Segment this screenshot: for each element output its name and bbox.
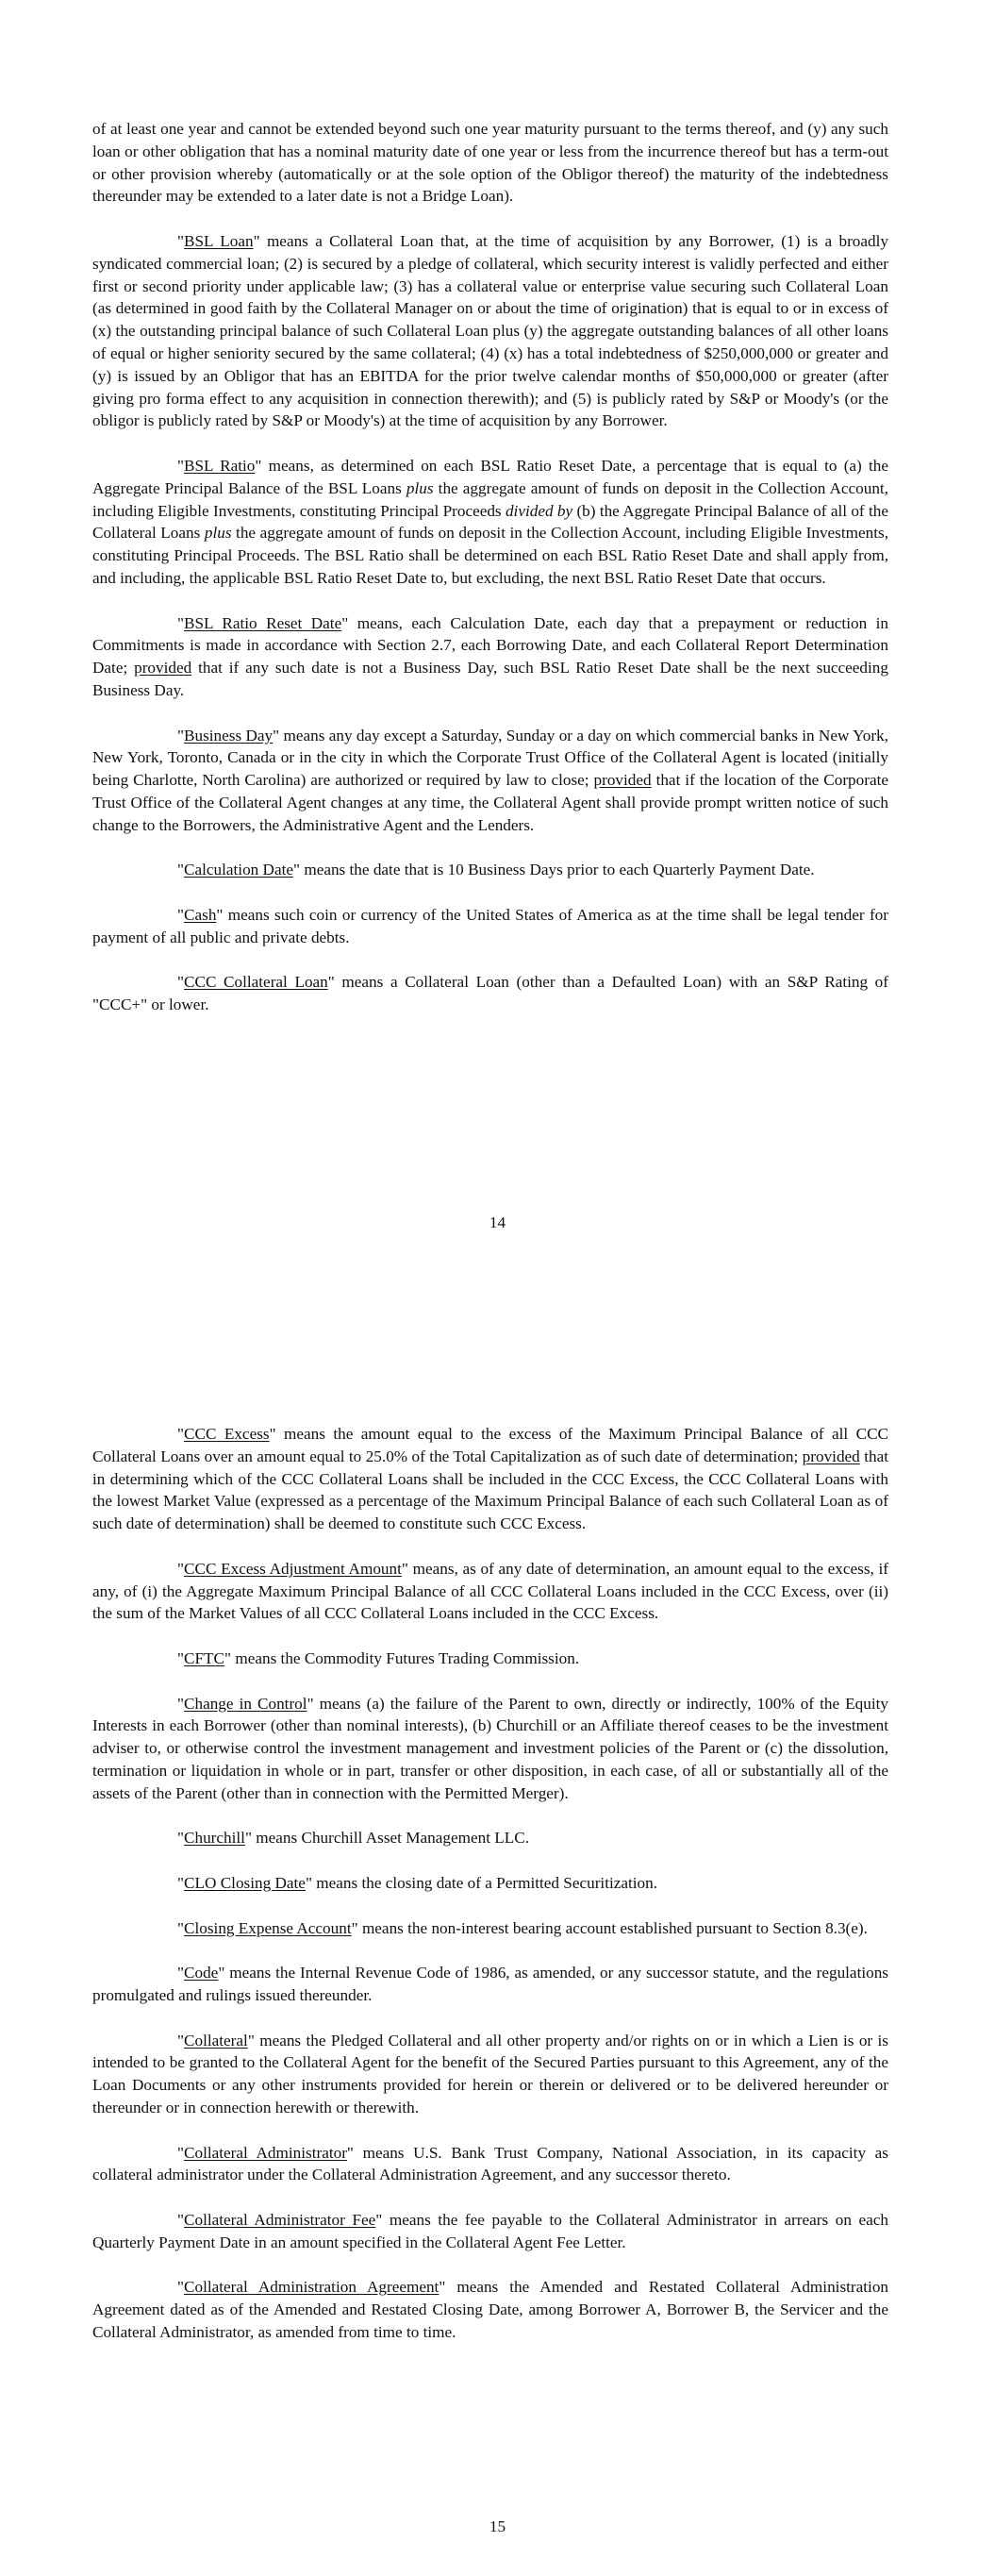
- defined-term: CLO Closing Date: [184, 1873, 306, 1892]
- definition-text: " means the Internal Revenue Code of 1986, as amended, or any successor statute, and the regulations promulgated and rulings issued thereunder.: [92, 1964, 888, 2004]
- definition-churchill: "Churchill" means Churchill Asset Management LLC.: [177, 1829, 530, 1848]
- italic-plus: plus: [406, 478, 434, 497]
- defined-term: BSL Ratio: [184, 456, 256, 475]
- defined-term: BSL Loan: [184, 231, 254, 250]
- defined-term: CFTC: [184, 1648, 225, 1667]
- definition-text: " means, as determined on each BSL Ratio Reset Date, a percentage that is equal to (a) the Aggregate Principal Balance of the BSL Loans: [92, 456, 889, 497]
- definition-business-day: "Business Day" means any day except a Saturday, Sunday or a day on which commercial banks in New York, New York, Toronto, Canada or in the city in which the Corporate Trust Office of the Collateral Agent is located (initially being Charlotte, North Carolina) are authorized or required by law to close; provided that if the location of the Corporate Trust Office of the Collateral Agent changes at any time, the Collateral Agent shall provide prompt written notice of such change to the Borrowers, the Administrative Agent and the Lenders.: [92, 726, 888, 834]
- definition-code: "Code" means the Internal Revenue Code of 1986, as amended, or any successor statute, and the regulations promulgated and rulings issued thereunder.: [92, 1964, 888, 2004]
- definition-bsl-ratio: "BSL Ratio" means, as determined on each BSL Ratio Reset Date, a percentage that is equal to (a) the Aggregate Principal Balance of the BSL Loans plus the aggregate amount of funds on deposit in the Collection Account, including Eligible Investments, constituting Principal Proceeds divided by (b) the Aggregate Principal Balance of all of the Collateral Loans plus the aggregate amount of funds on deposit in the Collection Account, including Eligible Investments, constituting Principal Proceeds. The BSL Ratio shall be determined on each BSL Ratio Reset Date and shall apply from, and including, the applicable BSL Ratio Reset Date to, but excluding, the next BSL Ratio Reset Date that occurs.: [92, 456, 889, 587]
- definition-text: " means the fee payable to the Collateral Administrator in arrears on each Quarterly Payment Date in an amount specified in the Collateral Agent Fee Letter.: [92, 2210, 888, 2251]
- definition-text: " means, each Calculation Date, each day that a prepayment or reduction in Commitments is made in accordance with Section 2.7, each Borrowing Date, and each Collateral Report Determination Date;: [92, 613, 889, 677]
- definition-ccc-collateral-loan: "CCC Collateral Loan" means a Collateral Loan (other than a Defaulted Loan) with an S&P Rating of "CCC+" or lower.: [92, 973, 888, 1014]
- definition-text: " means a Collateral Loan that, at the time of acquisition by any Borrower, (1) is a broadly syndicated commercial loan; (2) is secured by a pledge of collateral, which security interest is validly perfected and either first or second priority under applicable law; (3) has a collateral value or enterprise value securing such Collateral Loan (as determined in good faith by the Collateral Manager on or about the time of origination) that is equal to or in excess of (x) the outstanding principal balance of such Collateral Loan plus (y) the aggregate outstanding balances of all other loans of equal or higher seniority secured by the same collateral; (4) (x) has a total indebtedness of $250,000,000 or greater and (y) is issued by an Obligor that has an EBITDA for the prior twelve calendar months of $50,000,000 or greater (after giving pro forma effect to any acquisition in connection therewith); and (5) is publicly rated by S&P or Moody's (or the obligor is publicly rated by S&P or Moody's) at the time of acquisition by any Borrower.: [92, 231, 888, 430]
- definition-text: the aggregate amount of funds on deposit in the Collection Account, including Eligible Investments, constituting Principal Proceeds. The BSL Ratio shall be determined on each BSL Ratio Reset Date and shall apply from, and including, the applicable BSL Ratio Reset Date to, but excluding, the next BSL Ratio Reset Date that occurs.: [92, 524, 888, 587]
- defined-term: Calculation Date: [184, 861, 294, 879]
- definition-closing-expense-account: "Closing Expense Account" means the non-interest bearing account established pursuant to Section 8.3(e).: [177, 1918, 868, 1937]
- defined-term: Collateral Administrator: [184, 2143, 347, 2162]
- defined-term: CCC Collateral Loan: [184, 973, 328, 992]
- definition-text: " means the amount equal to the excess of the Maximum Principal Balance of all CCC Collateral Loans over an amount equal to 25.0% of the Total Capitalization as of such date of determination;: [92, 1425, 888, 1465]
- defined-term: Code: [184, 1964, 219, 1982]
- defined-term: Change in Control: [184, 1694, 307, 1713]
- definition-text: " means, as of any date of determination, an amount equal to the excess, if any, of (i) the Aggregate Maximum Principal Balance of all CCC Collateral Loans included in the CCC Excess, over (ii) the sum of the Market Values of all CCC Collateral Loans included in the CCC Excess.: [92, 1559, 889, 1623]
- definition-change-in-control: "Change in Control" means (a) the failure of the Parent to own, directly or indirectly, 100% of the Equity Interests in each Borrower (other than nominal interests), (b) Churchill or an Affiliate thereof ceases to be the investment adviser to, or otherwise control the investment management and investment policies of the Parent or (c) the dissolution, termination or liquidation in whole or in part, transfer or other disposition, in each case, of all or substantially all of the assets of the Parent (other than in connection with the Permitted Merger).: [92, 1694, 888, 1802]
- definition-text: " means the closing date of a Permitted Securitization.: [305, 1873, 658, 1892]
- definition-text: " means (a) the failure of the Parent to own, directly or indirectly, 100% of the Equity Interests in each Borrower (other than nominal interests), (b) Churchill or an Affiliate thereof ceases to be the investment adviser to, or otherwise control the investment management and investment policies of the Parent or (c) the dissolution, termination or liquidation in whole or in part, transfer or other disposition, in each case, of all or substantially all of the assets of the Parent (other than in connection with the Permitted Merger).: [92, 1694, 888, 1802]
- page-15-body: [92, 1423, 888, 2366]
- page-number: 15: [489, 2517, 506, 2535]
- definition-text: " means the non-interest bearing account established pursuant to Section 8.3(e).: [351, 1918, 868, 1937]
- definition-ccc-excess: "CCC Excess" means the amount equal to the excess of the Maximum Principal Balance of all CCC Collateral Loans over an amount equal to 25.0% of the Total Capitalization as of such date of determination; provided that in determining which of the CCC Collateral Loans shall be included in the CCC Excess, the CCC Collateral Loans with the lowest Market Value (expressed as a percentage of the Maximum Principal Balance of each such Collateral Loan as of such date of determination) shall be deemed to constitute such CCC Excess.: [92, 1425, 888, 1533]
- defined-term: BSL Ratio Reset Date: [184, 613, 342, 632]
- definition-text: " means the Commodity Futures Trading Commission.: [224, 1648, 580, 1667]
- definition-text: " means the Pledged Collateral and all other property and/or rights on or in which a Lien is or is intended to be granted to the Collateral Agent for the benefit of the Secured Parties pursuant to this Agreement, any of the Loan Documents or any other instruments provided for herein or therein or delivered or to be delivered hereunder or thereunder or in connection herewith or therewith.: [92, 2031, 888, 2116]
- italic-plus: plus: [204, 524, 232, 543]
- defined-term: Business Day: [184, 726, 274, 744]
- definition-text: " means any day except a Saturday, Sunday or a day on which commercial banks in New York, New York, Toronto, Canada or in the city in which the Corporate Trust Office of the Collateral Agent is located (initially being Charlotte, North Carolina) are authorized or required by law to close;: [92, 726, 888, 790]
- definition-text: the aggregate amount of funds on deposit in the Collection Account, including Eligible Investments, constituting Principal Proceeds: [92, 478, 888, 520]
- definition-clo-closing-date: "CLO Closing Date" means the closing date of a Permitted Securitization.: [177, 1873, 658, 1892]
- definition-text: " means U.S. Bank Trust Company, National Association, in its capacity as collateral administrator under the Collateral Administration Agreement, and any successor thereto.: [92, 2143, 888, 2184]
- provided-underlined: provided: [134, 659, 192, 677]
- definition-collateral-administrator-fee: "Collateral Administrator Fee" means the fee payable to the Collateral Administrator in arrears on each Quarterly Payment Date in an amount specified in the Collateral Agent Fee Letter.: [92, 2210, 888, 2251]
- defined-term: Collateral Administration Agreement: [184, 2278, 439, 2297]
- paragraph-text: of at least one year and cannot be extended beyond such one year maturity pursuant to the terms thereof, and (y) any such loan or other obligation that has a nominal maturity date of one year or less from the incurrence thereof but has a term-out or other provision whereby (automatically or at the sole option of the Obligor thereof) the maturity of the indebtedness thereunder may be extended to a later date is not a Bridge Loan).: [92, 120, 888, 206]
- page-number: 14: [489, 1213, 506, 1231]
- defined-term: Collateral Administrator Fee: [184, 2210, 376, 2229]
- definition-bsl-loan: "BSL Loan" means a Collateral Loan that, at the time of acquisition by any Borrower, (1) is a broadly syndicated commercial loan; (2) is secured by a pledge of collateral, which security interest is validly perfected and either first or second priority under applicable law; (3) has a collateral value or enterprise value securing such Collateral Loan (as determined in good faith by the Collateral Manager on or about the time of origination) that is equal to or in excess of (x) the outstanding principal balance of such Collateral Loan plus (y) the aggregate outstanding balances of all other loans of equal or higher seniority secured by the same collateral; (4) (x) has a total indebtedness of $250,000,000 or greater and (y) is issued by an Obligor that has an EBITDA for the prior twelve calendar months of $50,000,000 or greater (after giving pro forma effect to any acquisition in connection therewith); and (5) is publicly rated by S&P or Moody's (or the obligor is publicly rated by S&P or Moody's) at the time of acquisition by any Borrower.: [92, 231, 888, 430]
- definition-collateral-administration-agreement: "Collateral Administration Agreement" means the Amended and Restated Collateral Administration Agreement dated as of the Amended and Restated Closing Date, among Borrower A, Borrower B, the Servicer and the Collateral Administrator, as amended from time to time.: [92, 2278, 889, 2341]
- definition-text: that in determining which of the CCC Collateral Loans shall be included in the CCC Excess, the CCC Collateral Loans with the lowest Market Value (expressed as a percentage of the Maximum Principal Balance of each such Collateral Loan as of such date of determination) shall be deemed to constitute such CCC Excess.: [92, 1447, 888, 1533]
- bridge-loan-continuation: [92, 118, 888, 208]
- defined-term: CCC Excess Adjustment Amount: [184, 1559, 402, 1578]
- definition-text: that if the location of the Corporate Trust Office of the Collateral Agent changes at any time, the Collateral Agent shall provide prompt written notice of such change to the Borrowers, the Administrative Agent and the Lenders.: [92, 771, 888, 834]
- definition-text: " means a Collateral Loan (other than a Defaulted Loan) with an S&P Rating of "CCC+" or lower.: [92, 973, 888, 1014]
- provided-underlined: provided: [802, 1447, 860, 1465]
- page-14-body: [92, 118, 888, 1039]
- defined-term: Collateral: [184, 2031, 248, 2049]
- definition-collateral: "Collateral" means the Pledged Collateral and all other property and/or rights on or in which a Lien is or is intended to be granted to the Collateral Agent for the benefit of the Secured Parties pursuant to this Agreement, any of the Loan Documents or any other instruments provided for herein or therein or delivered or to be delivered hereunder or thereunder or in connection herewith or therewith.: [92, 2031, 888, 2116]
- defined-term: Closing Expense Account: [184, 1918, 352, 1937]
- definition-text: " means such coin or currency of the United States of America as at the time shall be legal tender for payment of all public and private debts.: [92, 905, 888, 946]
- definition-text: " means the date that is 10 Business Days prior to each Quarterly Payment Date.: [293, 861, 815, 879]
- definition-cash: "Cash" means such coin or currency of the United States of America as at the time shall be legal tender for payment of all public and private debts.: [92, 905, 888, 946]
- definition-ccc-excess-adjustment-amount: "CCC Excess Adjustment Amount" means, as of any date of determination, an amount equal to the excess, if any, of (i) the Aggregate Maximum Principal Balance of all CCC Collateral Loans included in the CCC Excess, over (ii) the sum of the Market Values of all CCC Collateral Loans included in the CCC Excess.: [92, 1559, 889, 1623]
- definition-bsl-ratio-reset-date: "BSL Ratio Reset Date" means, each Calculation Date, each day that a prepayment or reduction in Commitments is made in accordance with Section 2.7, each Borrowing Date, and each Collateral Report Determination Date; provided that if any such date is not a Business Day, such BSL Ratio Reset Date shall be the next succeeding Business Day.: [92, 613, 889, 699]
- definition-cftc: "CFTC" means the Commodity Futures Trading Commission.: [177, 1648, 580, 1667]
- defined-term: Churchill: [184, 1829, 245, 1848]
- definition-text: that if any such date is not a Business Day, such BSL Ratio Reset Date shall be the next succeeding Business Day.: [92, 659, 888, 699]
- definition-collateral-administrator: "Collateral Administrator" means U.S. Bank Trust Company, National Association, in its capacity as collateral administrator under the Collateral Administration Agreement, and any successor thereto.: [92, 2143, 888, 2184]
- defined-term: Cash: [184, 905, 217, 924]
- defined-term: CCC Excess: [184, 1425, 270, 1443]
- provided-underlined: provided: [593, 771, 652, 790]
- definition-text: " means the Amended and Restated Collateral Administration Agreement dated as of the Amended and Restated Closing Date, among Borrower A, Borrower B, the Servicer and the Collateral Administrator, as amended from time to time.: [92, 2278, 889, 2341]
- definition-calculation-date: "Calculation Date" means the date that is 10 Business Days prior to each Quarterly Payment Date.: [177, 861, 815, 879]
- definition-text: " means Churchill Asset Management LLC.: [244, 1829, 530, 1848]
- definition-text: (b) the Aggregate Principal Balance of all of the Collateral Loans: [92, 501, 888, 543]
- italic-divided-by: divided by: [505, 501, 573, 520]
